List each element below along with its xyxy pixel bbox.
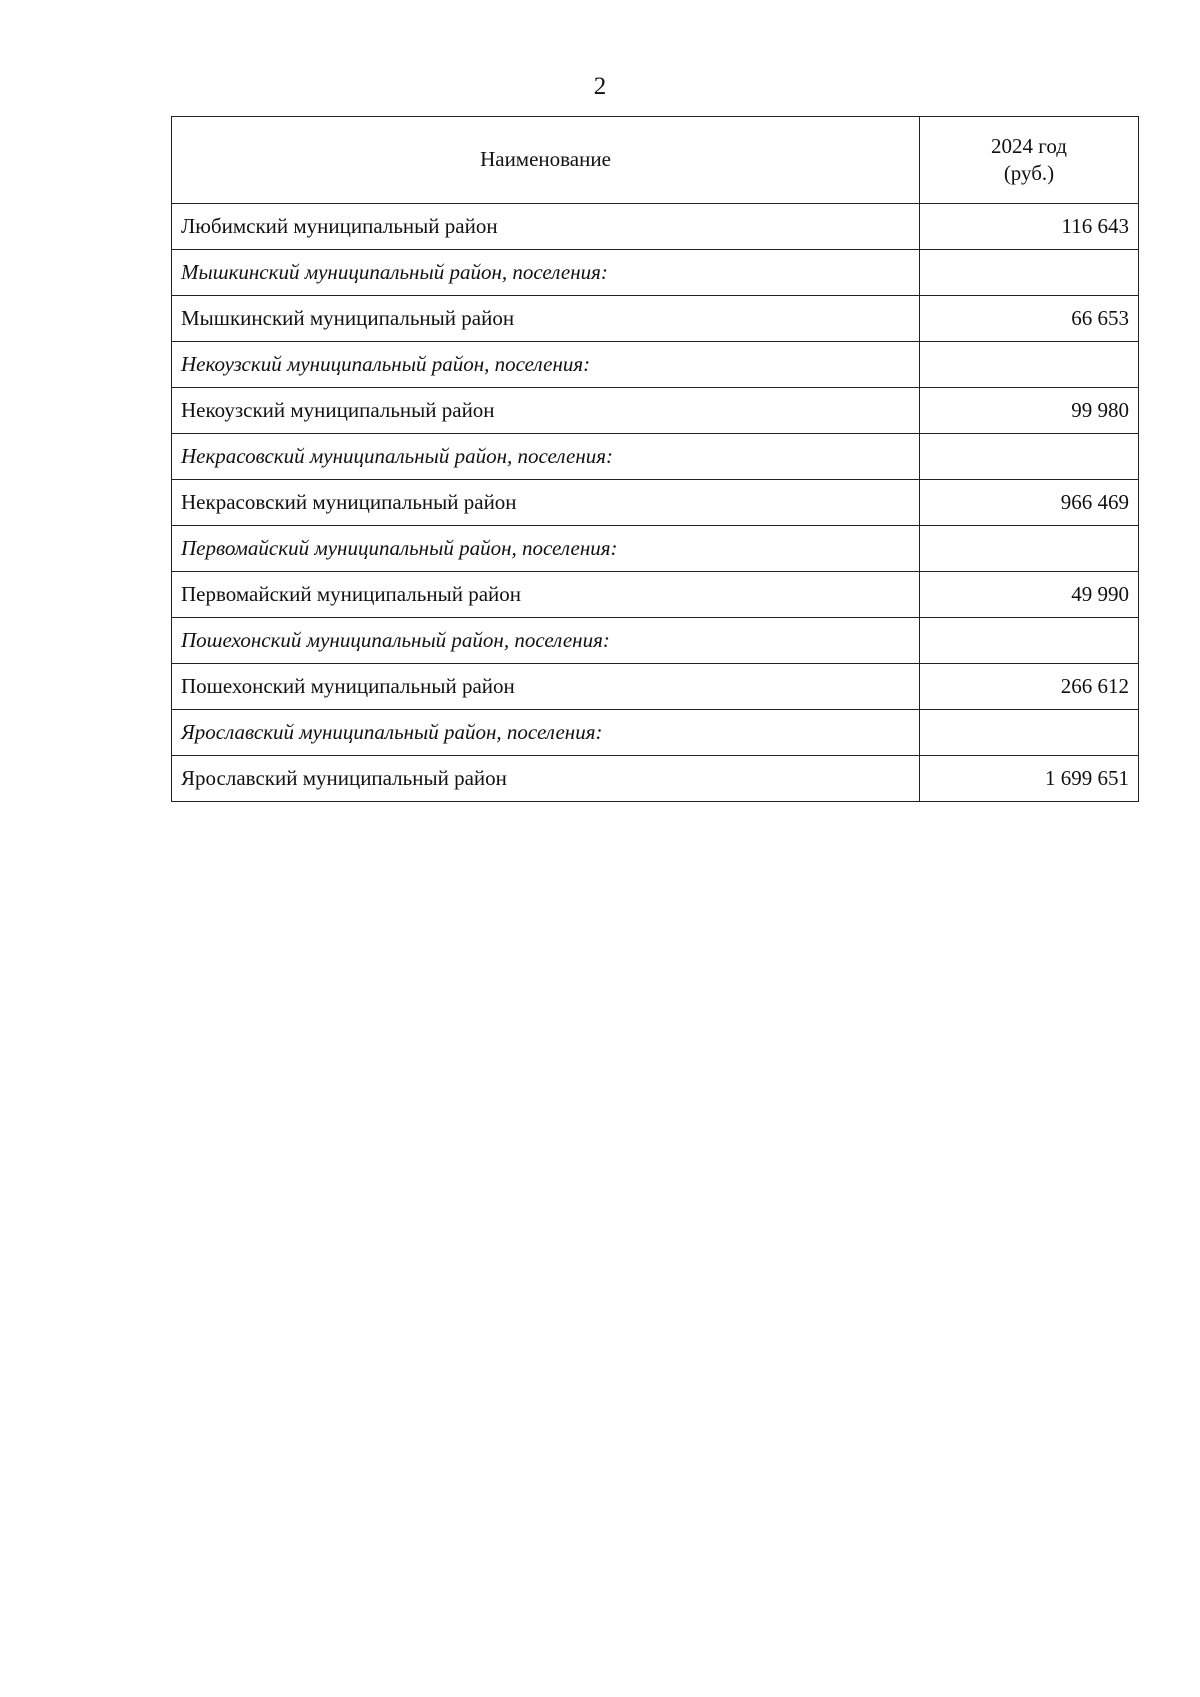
settlements-subheader: Пошехонский муниципальный район, поселения: <box>172 618 920 664</box>
district-name: Ярославский муниципальный район <box>172 756 920 802</box>
table-body <box>172 204 1139 802</box>
table-row <box>172 434 1139 480</box>
district-name: Любимский муниципальный район <box>172 204 920 250</box>
settlements-subheader: Некоузский муниципальный район, поселения: <box>172 342 920 388</box>
table-row <box>172 388 1139 434</box>
table-row <box>172 756 1139 802</box>
district-value: 1 699 651 <box>920 756 1139 802</box>
district-value: 66 653 <box>920 296 1139 342</box>
header-year-label: 2024 год <box>991 133 1067 158</box>
district-value: 266 612 <box>920 664 1139 710</box>
settlements-subheader: Ярославский муниципальный район, поселения: <box>172 710 920 756</box>
empty-value <box>920 434 1139 480</box>
settlements-subheader: Некрасовский муниципальный район, поселения: <box>172 434 920 480</box>
empty-value <box>920 250 1139 296</box>
table-row <box>172 618 1139 664</box>
district-name: Мышкинский муниципальный район <box>172 296 920 342</box>
district-name: Некоузский муниципальный район <box>172 388 920 434</box>
empty-value <box>920 342 1139 388</box>
empty-value <box>920 526 1139 572</box>
settlements-subheader: Мышкинский муниципальный район, поселения: <box>172 250 920 296</box>
settlements-subheader: Первомайский муниципальный район, поселения: <box>172 526 920 572</box>
table-row <box>172 480 1139 526</box>
table-row <box>172 664 1139 710</box>
district-name: Первомайский муниципальный район <box>172 572 920 618</box>
table-row <box>172 296 1139 342</box>
header-name-cell: Наименование <box>172 117 920 204</box>
table-row <box>172 204 1139 250</box>
table-row <box>172 526 1139 572</box>
table-header <box>172 117 1139 204</box>
district-name: Пошехонский муниципальный район <box>172 664 920 710</box>
table-row <box>172 250 1139 296</box>
table-row <box>172 572 1139 618</box>
table-row <box>172 710 1139 756</box>
table-row <box>172 342 1139 388</box>
header-row <box>172 117 1139 204</box>
budget-table <box>171 116 1139 802</box>
empty-value <box>920 618 1139 664</box>
district-value: 116 643 <box>920 204 1139 250</box>
district-value: 49 990 <box>920 572 1139 618</box>
district-name: Некрасовский муниципальный район <box>172 480 920 526</box>
district-value: 99 980 <box>920 388 1139 434</box>
district-value: 966 469 <box>920 480 1139 526</box>
page-number: 2 <box>593 73 607 100</box>
header-year-cell <box>920 117 1139 204</box>
empty-value <box>920 710 1139 756</box>
header-unit-label: (руб.) <box>1003 161 1055 185</box>
